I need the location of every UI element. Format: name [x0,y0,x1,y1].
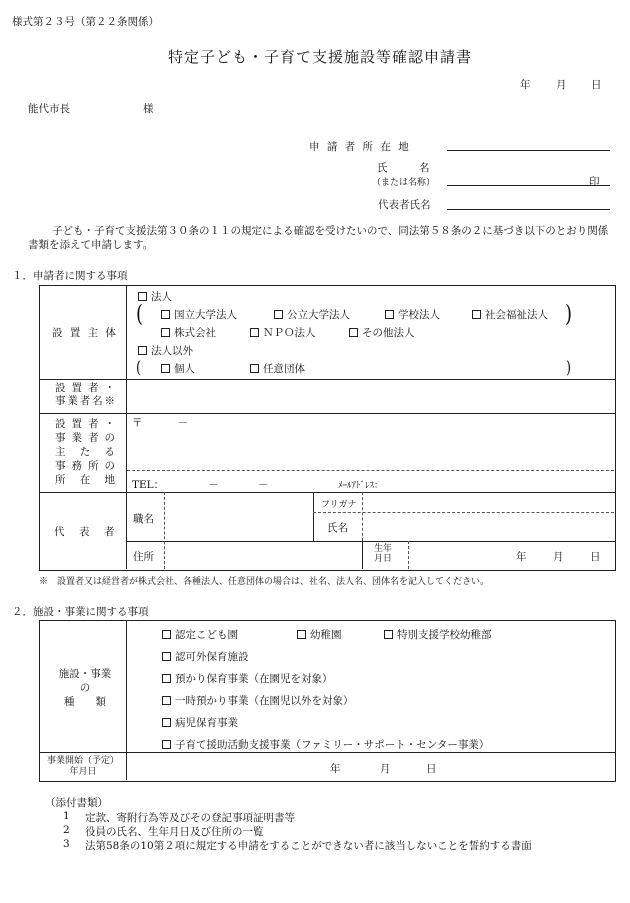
job-label: 職名 [133,513,154,525]
start-day: 日 [426,763,437,775]
mail-field[interactable] [392,474,612,490]
option-label: 病児保育事業 [175,717,238,729]
row-divider [127,541,615,542]
option-kojin[interactable] [161,361,195,376]
col-divider [362,541,363,569]
rep-name-field[interactable] [364,514,612,539]
furigana-divider [313,512,614,513]
applicant-name-label: 氏 名 [377,162,430,174]
tel-field[interactable] [168,474,318,490]
checkbox-icon [384,630,393,639]
attachment-text: 定款、寄附行為等及びその登記事項証明書等 [85,812,295,824]
type-label [52,667,118,709]
start-month: 月 [380,763,391,775]
type-ninkagai[interactable] [162,649,249,664]
option-label: 預かり保育事業（在園児を対象） [175,673,333,685]
checkbox-icon [138,292,147,301]
date-year: 年 [520,79,531,91]
checkbox-icon [162,696,171,705]
col-divider-dashed [362,492,363,541]
label-line: 事業者名※ [55,395,115,407]
setchi-label: 設 置 主 体 [52,327,119,339]
type-tokubetsu[interactable] [384,627,492,642]
attachment-num: 1 [63,810,70,822]
section1-col-divider [126,285,127,569]
tel-dash: － [208,479,219,491]
birth-label: 生年 月日 [374,544,393,564]
start-date-field[interactable] [128,754,612,778]
attachment-num: 2 [63,824,70,836]
mail-label: ﾒｰﾙｱﾄﾞﾚｽ： [338,481,384,491]
type-ichiji[interactable] [162,693,354,708]
option-koritsu[interactable] [274,307,350,322]
option-kabushiki[interactable] [161,325,216,340]
right-paren-icon: ) [565,300,573,328]
checkbox-icon [385,310,394,319]
option-label: 学校法人 [398,309,440,321]
checkbox-icon [162,652,171,661]
label-line: 年月日 [69,767,97,777]
seal-mark: 印 [589,176,600,188]
applicant-name-line[interactable] [447,185,610,186]
address-label: 住所 [133,551,154,563]
col-divider-dashed [408,541,409,569]
date-month: 月 [556,79,567,91]
checkbox-icon [162,674,171,683]
label-line: 事 業 者 の [55,432,115,444]
attachment-num: 3 [63,838,70,850]
checkbox-icon [138,346,147,355]
label-line: 設 置 者 ・ [55,382,115,394]
representative-label: 代表者氏名 [378,199,431,211]
col-divider-dashed [164,492,165,569]
corp-checkbox[interactable] [138,289,172,304]
start-year: 年 [330,763,341,775]
type-byoji[interactable] [162,715,238,730]
left-paren-icon: ( [136,300,144,328]
checkbox-icon [274,310,283,319]
birth-day: 日 [590,551,601,563]
option-label: その他法人 [362,327,415,339]
option-npo[interactable] [250,325,316,340]
label-line: 所 在 地 [55,474,115,486]
tel-label: TEL： [132,479,165,491]
checkbox-icon [161,328,170,337]
type-yochien[interactable] [297,627,342,642]
option-label: 幼稚園 [310,629,342,641]
furigana-label: フリガナ [321,500,357,510]
row-divider [39,413,615,414]
checkbox-icon [250,328,259,337]
intro-text: 子ども・子育て支援法第３０条の１１の規定による確認を受けたいので、同法第５８条の２に基づき以下のとおり関係書類を添えて申請します。 [28,225,609,251]
left-paren-icon: ( [136,358,142,379]
label-line: 主 た る [55,446,115,458]
label-line: 事業開始（予定） [46,756,119,766]
option-label: 個人 [174,363,195,375]
option-label: 特別支援学校幼稚部 [397,629,492,641]
label-line: 設 置 者 ・ [55,418,115,430]
representative-line[interactable] [447,209,610,210]
checkbox-icon [162,630,171,639]
option-sonota[interactable] [349,325,415,340]
option-gakko[interactable] [385,307,440,322]
date-day: 日 [591,79,602,91]
start-label [44,756,122,778]
section2-heading: ２．施設・事業に関する事項 [12,606,149,618]
furigana-field[interactable] [364,494,612,510]
attachment-text: 役員の氏名、生年月日及び住所の一覧 [85,826,264,838]
option-label: 任意団体 [263,363,305,375]
noncorp-checkbox[interactable] [138,343,193,358]
operator-name-field[interactable] [128,381,612,411]
option-label: 認定こども園 [175,629,238,641]
applicant-address-label: 申 請 者 所 在 地 [309,141,411,153]
postal-dash: － [178,417,189,429]
row-divider-dashed [127,470,614,471]
col-divider [313,492,314,541]
label-line: 事 務 所 の [55,460,115,472]
applicant-name-sub: （または名称） [372,178,436,188]
page-title: 特定子ども・子育て支援施設等確認申請書 [168,48,473,66]
type-family-support[interactable] [162,737,489,752]
right-paren-icon: ) [566,358,572,379]
label-line: の [79,682,91,694]
option-label: 一時預かり事業（在園児以外を対象） [175,695,354,707]
birth-year: 年 [516,551,527,563]
option-label: 株式会社 [174,327,216,339]
option-label: ＮＰＯ法人 [263,327,316,339]
office-label [55,417,115,487]
option-nini[interactable] [250,361,305,376]
birthdate-field[interactable] [410,543,510,567]
checkbox-icon [162,740,171,749]
type-nintei[interactable] [162,627,238,642]
attachments-heading: （添付書類） [45,797,108,809]
option-label: 認可外保育施設 [175,651,249,663]
label-line: 施設・事業 [58,668,112,680]
birth-month: 月 [553,551,564,563]
option-label: 社会福祉法人 [485,309,548,321]
section1-heading: １．申請者に関する事項 [12,270,128,282]
applicant-address-line[interactable] [447,150,610,151]
checkbox-icon [161,364,170,373]
addressee-name: 能代市長 [28,103,70,115]
job-field[interactable] [167,494,311,539]
operator-label [55,382,115,408]
rep-name-label: 氏名 [327,522,348,534]
section2-col-divider [126,620,127,780]
option-shakai[interactable] [472,307,548,322]
tel-dash: － [258,479,269,491]
section1-note: ※ 設置者又は経営者が株式会社、各種法人、任意団体の場合は、社名、法人名、団体名を記入してください。 [39,577,490,587]
option-label: 国立大学法人 [174,309,237,321]
rep-address-field[interactable] [167,543,360,567]
option-label: 子育て援助活動支援事業（ファミリー・サポート・センター事業） [175,739,490,751]
checkbox-icon [161,310,170,319]
attachment-text: 法第58条の10第２項に規定する申請をすることができない者に該当しないことを誓約する書面 [85,840,532,852]
option-kokuritsu[interactable] [161,307,237,322]
row-divider [39,492,615,493]
checkbox-icon [472,310,481,319]
checkbox-icon [250,364,259,373]
office-address-field[interactable] [142,415,612,468]
label-line: 種 類 [64,696,106,708]
corp-label: 法人 [151,291,172,303]
checkbox-icon [297,630,306,639]
addressee-honorific: 様 [143,103,154,115]
checkbox-icon [349,328,358,337]
type-azukari[interactable] [162,671,333,686]
rep-label: 代 表 者 [54,526,117,538]
checkbox-icon [162,718,171,727]
option-label: 公立大学法人 [287,309,350,321]
row-divider [39,379,615,380]
form-number: 様式第２３号（第２２条関係） [12,16,159,28]
noncorp-label: 法人以外 [151,345,193,357]
postal-mark: 〒 [132,417,143,429]
row-divider [39,752,615,753]
